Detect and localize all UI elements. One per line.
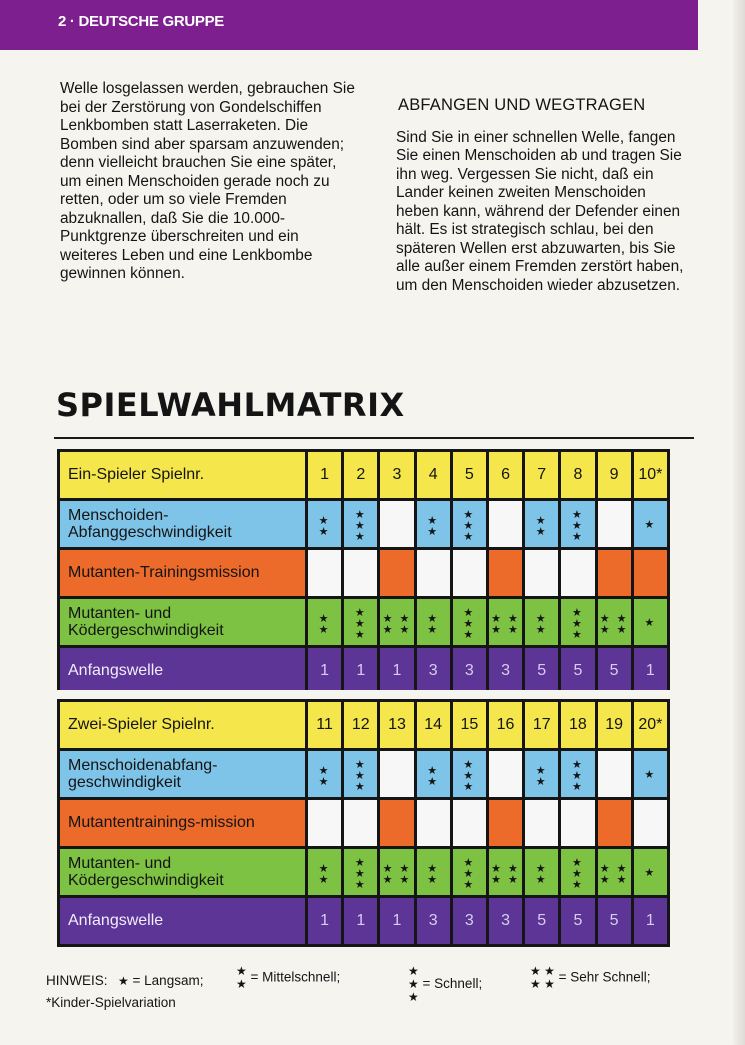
speed-stars-icon: ★ ★ — [318, 764, 331, 788]
wave-value-cell: 3 — [489, 898, 522, 944]
speed-cell — [561, 849, 594, 895]
speed-cell — [634, 849, 667, 895]
speed-stars-icon: ★ ★ ★ ★ — [599, 862, 629, 886]
row-label: Menschoidenabfang-geschwindigkeit — [60, 751, 305, 797]
empty-cell — [525, 800, 558, 846]
game-number-cell: 18 — [561, 702, 594, 748]
legend-prefix: HINWEIS: — [46, 973, 108, 988]
game-number-cell: 16 — [489, 702, 522, 748]
game-number-cell: 13 — [380, 702, 413, 748]
speed-cell — [380, 599, 413, 645]
matrix-row — [60, 550, 667, 596]
left-text-column — [60, 80, 360, 284]
page-edge — [733, 0, 745, 1045]
empty-cell — [634, 800, 667, 846]
game-number-cell: 19 — [598, 702, 631, 748]
matrix-title: SPIELWAHLMATRIX — [56, 386, 405, 424]
matrix-header-row — [60, 702, 667, 748]
wave-value-cell: 5 — [598, 898, 631, 944]
speed-cell — [344, 849, 377, 895]
speed-stars-icon: ★ — [644, 617, 657, 629]
row-label: Mutanten- und Ködergeschwindigkeit — [60, 599, 305, 645]
wave-value-cell: 3 — [489, 648, 522, 694]
speed-stars-icon: ★ ★ — [318, 612, 331, 636]
legend-medium-label: = Mittelschnell; — [250, 969, 341, 985]
speed-cell — [561, 751, 594, 797]
speed-stars-icon: ★ ★ — [427, 514, 440, 538]
mission-on-cell — [489, 800, 522, 846]
wave-value-cell: 1 — [308, 898, 341, 944]
game-number-label: Zwei-Spieler Spielnr. — [60, 702, 305, 748]
matrix-header-row — [60, 452, 667, 498]
speed-stars-icon: ★ ★ — [427, 764, 440, 788]
game-number-label: Ein-Spieler Spielnr. — [60, 452, 305, 498]
mission-on-cell — [598, 550, 631, 596]
speed-stars-icon: ★ ★ ★ — [354, 857, 367, 891]
wave-value-cell: 1 — [344, 648, 377, 694]
empty-cell — [417, 800, 450, 846]
game-number-cell: 20* — [634, 702, 667, 748]
speed-cell — [598, 849, 631, 895]
empty-cell — [489, 751, 522, 797]
speed-stars-icon: ★ ★ — [427, 862, 440, 886]
wave-value-cell: 3 — [453, 648, 486, 694]
legend-fast-label: = Schnell; — [422, 976, 483, 992]
row-label: Menschoiden-Abfanggeschwindigkeit — [60, 501, 305, 547]
stars-three-icon: ★ ★ ★ — [408, 964, 419, 1004]
empty-cell — [417, 550, 450, 596]
mission-on-cell — [634, 550, 667, 596]
speed-cell — [561, 599, 594, 645]
mission-on-cell — [380, 550, 413, 596]
empty-cell — [344, 550, 377, 596]
speed-stars-icon: ★ ★ — [535, 514, 548, 538]
left-paragraph: Welle losgelassen werden, gebrauchen Sie bei der Zerstörung von Gondelschiffen Lenkbomben statt Laserraketen. Die Bomben sind aber sparsam anzuwenden; denn vielleicht brauchen Sie eine später, um einen Menschoiden gerade noch zu retten, oder um so viele Fremden abzuknallen, daß Sie die 10.000-Punktgrenze überschreiten und ein weiteres Leben und eine Lenkbombe gewinnen können. — [60, 80, 355, 282]
speed-cell — [417, 599, 450, 645]
speed-cell — [344, 751, 377, 797]
speed-stars-icon: ★ ★ — [318, 862, 331, 886]
speed-stars-icon: ★ ★ — [535, 612, 548, 636]
section-heading: ABFANGEN UND WEGTRAGEN — [398, 96, 646, 114]
speed-stars-icon: ★ ★ ★ — [354, 759, 367, 793]
matrix-row — [60, 501, 667, 547]
mission-on-cell — [380, 800, 413, 846]
speed-stars-icon: ★ ★ ★ ★ — [382, 612, 412, 636]
game-number-cell: 10* — [634, 452, 667, 498]
game-number-cell: 3 — [380, 452, 413, 498]
speed-cell — [308, 849, 341, 895]
game-number-cell: 17 — [525, 702, 558, 748]
game-number-cell: 6 — [489, 452, 522, 498]
wave-value-cell: 5 — [561, 648, 594, 694]
empty-cell — [561, 550, 594, 596]
matrix-row — [60, 849, 667, 895]
speed-cell — [634, 501, 667, 547]
speed-cell — [525, 501, 558, 547]
game-number-cell: 5 — [453, 452, 486, 498]
row-label: Mutantentrainings-mission — [60, 800, 305, 846]
header-bar — [0, 0, 698, 50]
game-number-cell: 14 — [417, 702, 450, 748]
matrix-row — [60, 648, 667, 694]
speed-cell — [489, 849, 522, 895]
empty-cell — [380, 751, 413, 797]
speed-cell — [308, 751, 341, 797]
speed-stars-icon: ★ ★ ★ — [571, 509, 584, 543]
speed-stars-icon: ★ — [644, 769, 657, 781]
row-label: Mutanten- und Ködergeschwindigkeit — [60, 849, 305, 895]
game-number-cell: 9 — [598, 452, 631, 498]
wave-value-cell: 1 — [380, 898, 413, 944]
empty-cell — [453, 550, 486, 596]
mission-on-cell — [598, 800, 631, 846]
empty-cell — [489, 501, 522, 547]
empty-cell — [308, 800, 341, 846]
wave-value-cell: 5 — [525, 898, 558, 944]
speed-cell — [489, 599, 522, 645]
speed-stars-icon: ★ ★ — [535, 764, 548, 788]
game-number-cell: 2 — [344, 452, 377, 498]
speed-cell — [634, 751, 667, 797]
matrix-row — [60, 800, 667, 846]
speed-cell — [417, 849, 450, 895]
row-label: Anfangswelle — [60, 898, 305, 944]
speed-stars-icon: ★ ★ ★ ★ — [491, 862, 520, 886]
empty-cell — [380, 501, 413, 547]
speed-stars-icon: ★ — [644, 867, 657, 879]
speed-stars-icon: ★ — [644, 519, 657, 531]
empty-cell — [453, 800, 486, 846]
game-number-cell: 7 — [525, 452, 558, 498]
speed-stars-icon: ★ ★ ★ — [463, 759, 476, 793]
game-number-cell: 8 — [561, 452, 594, 498]
speed-stars-icon: ★ ★ — [318, 514, 331, 538]
stars-two-icon: ★ ★ — [236, 964, 247, 991]
single-player-matrix — [57, 449, 670, 697]
game-number-cell: 1 — [308, 452, 341, 498]
speed-cell — [453, 751, 486, 797]
two-player-matrix — [57, 699, 670, 947]
game-number-cell: 4 — [417, 452, 450, 498]
speed-cell — [380, 849, 413, 895]
wave-value-cell: 5 — [525, 648, 558, 694]
speed-stars-icon: ★ ★ ★ — [571, 607, 584, 641]
speed-cell — [525, 849, 558, 895]
wave-value-cell: 3 — [417, 648, 450, 694]
speed-cell — [344, 501, 377, 547]
speed-stars-icon: ★ ★ ★ — [463, 857, 476, 891]
legend-slow — [118, 973, 203, 988]
legend — [46, 964, 706, 1030]
speed-stars-icon: ★ ★ ★ — [354, 607, 367, 641]
matrix-row — [60, 599, 667, 645]
wave-value-cell: 3 — [453, 898, 486, 944]
empty-cell — [598, 751, 631, 797]
speed-cell — [561, 501, 594, 547]
wave-value-cell: 1 — [634, 898, 667, 944]
legend-fast — [408, 965, 482, 1004]
row-label: Mutanten-Trainingsmission — [60, 550, 305, 596]
speed-stars-icon: ★ ★ ★ ★ — [382, 862, 412, 886]
speed-cell — [344, 599, 377, 645]
speed-stars-icon: ★ ★ ★ — [463, 607, 476, 641]
wave-value-cell: 5 — [598, 648, 631, 694]
empty-cell — [598, 501, 631, 547]
speed-stars-icon: ★ ★ — [427, 612, 440, 636]
game-number-cell: 15 — [453, 702, 486, 748]
speed-stars-icon: ★ ★ — [535, 862, 548, 886]
empty-cell — [561, 800, 594, 846]
speed-stars-icon: ★ ★ ★ ★ — [491, 612, 520, 636]
matrix-row — [60, 751, 667, 797]
game-number-cell: 12 — [344, 702, 377, 748]
empty-cell — [308, 550, 341, 596]
speed-stars-icon: ★ ★ ★ — [571, 759, 584, 793]
matrix-row — [60, 898, 667, 944]
right-paragraph: Sind Sie in einer schnellen Welle, fangen Sie einen Menschoiden ab und tragen Sie ihn weg. Vergessen Sie nicht, daß ein Lander keinen zweiten Menschoiden heben kann, während der Defender einen hält. Es ist strategisch schlau, bei den späteren Wellen erst abzuwarten, bis Sie alle außer einem Fremden zerstört haben, um den Menschoiden wieder abzusetzen. — [396, 128, 684, 294]
legend-slow-label: = Langsam; — [132, 973, 204, 988]
wave-value-cell: 1 — [308, 648, 341, 694]
speed-cell — [453, 599, 486, 645]
speed-cell — [308, 599, 341, 645]
speed-stars-icon: ★ ★ ★ — [463, 509, 476, 543]
stars-four-icon: ★ ★ ★ ★ — [530, 964, 555, 991]
mission-on-cell — [489, 550, 522, 596]
speed-cell — [417, 501, 450, 547]
right-text-column — [396, 96, 691, 295]
speed-cell — [525, 599, 558, 645]
matrix-gap — [57, 690, 670, 699]
wave-value-cell: 3 — [417, 898, 450, 944]
title-divider — [54, 437, 694, 439]
speed-cell — [417, 751, 450, 797]
speed-stars-icon: ★ ★ ★ — [571, 857, 584, 891]
star-icon: ★ — [118, 973, 129, 988]
empty-cell — [525, 550, 558, 596]
legend-very-fast-label: = Sehr Schnell; — [558, 969, 651, 985]
wave-value-cell: 1 — [344, 898, 377, 944]
legend-medium — [236, 965, 340, 991]
wave-value-cell: 1 — [634, 648, 667, 694]
speed-cell — [453, 849, 486, 895]
speed-stars-icon: ★ ★ ★ ★ — [599, 612, 629, 636]
speed-stars-icon: ★ ★ ★ — [354, 509, 367, 543]
wave-value-cell: 5 — [561, 898, 594, 944]
speed-cell — [308, 501, 341, 547]
legend-very-fast — [530, 965, 651, 991]
empty-cell — [344, 800, 377, 846]
wave-value-cell: 1 — [380, 648, 413, 694]
row-label: Anfangswelle — [60, 648, 305, 694]
speed-cell — [453, 501, 486, 547]
speed-cell — [525, 751, 558, 797]
page-header-title: 2 · DEUTSCHE GRUPPE — [58, 13, 224, 30]
game-number-cell: 11 — [308, 702, 341, 748]
speed-cell — [634, 599, 667, 645]
legend-note: *Kinder-Spielvariation — [46, 995, 176, 1010]
speed-cell — [598, 599, 631, 645]
